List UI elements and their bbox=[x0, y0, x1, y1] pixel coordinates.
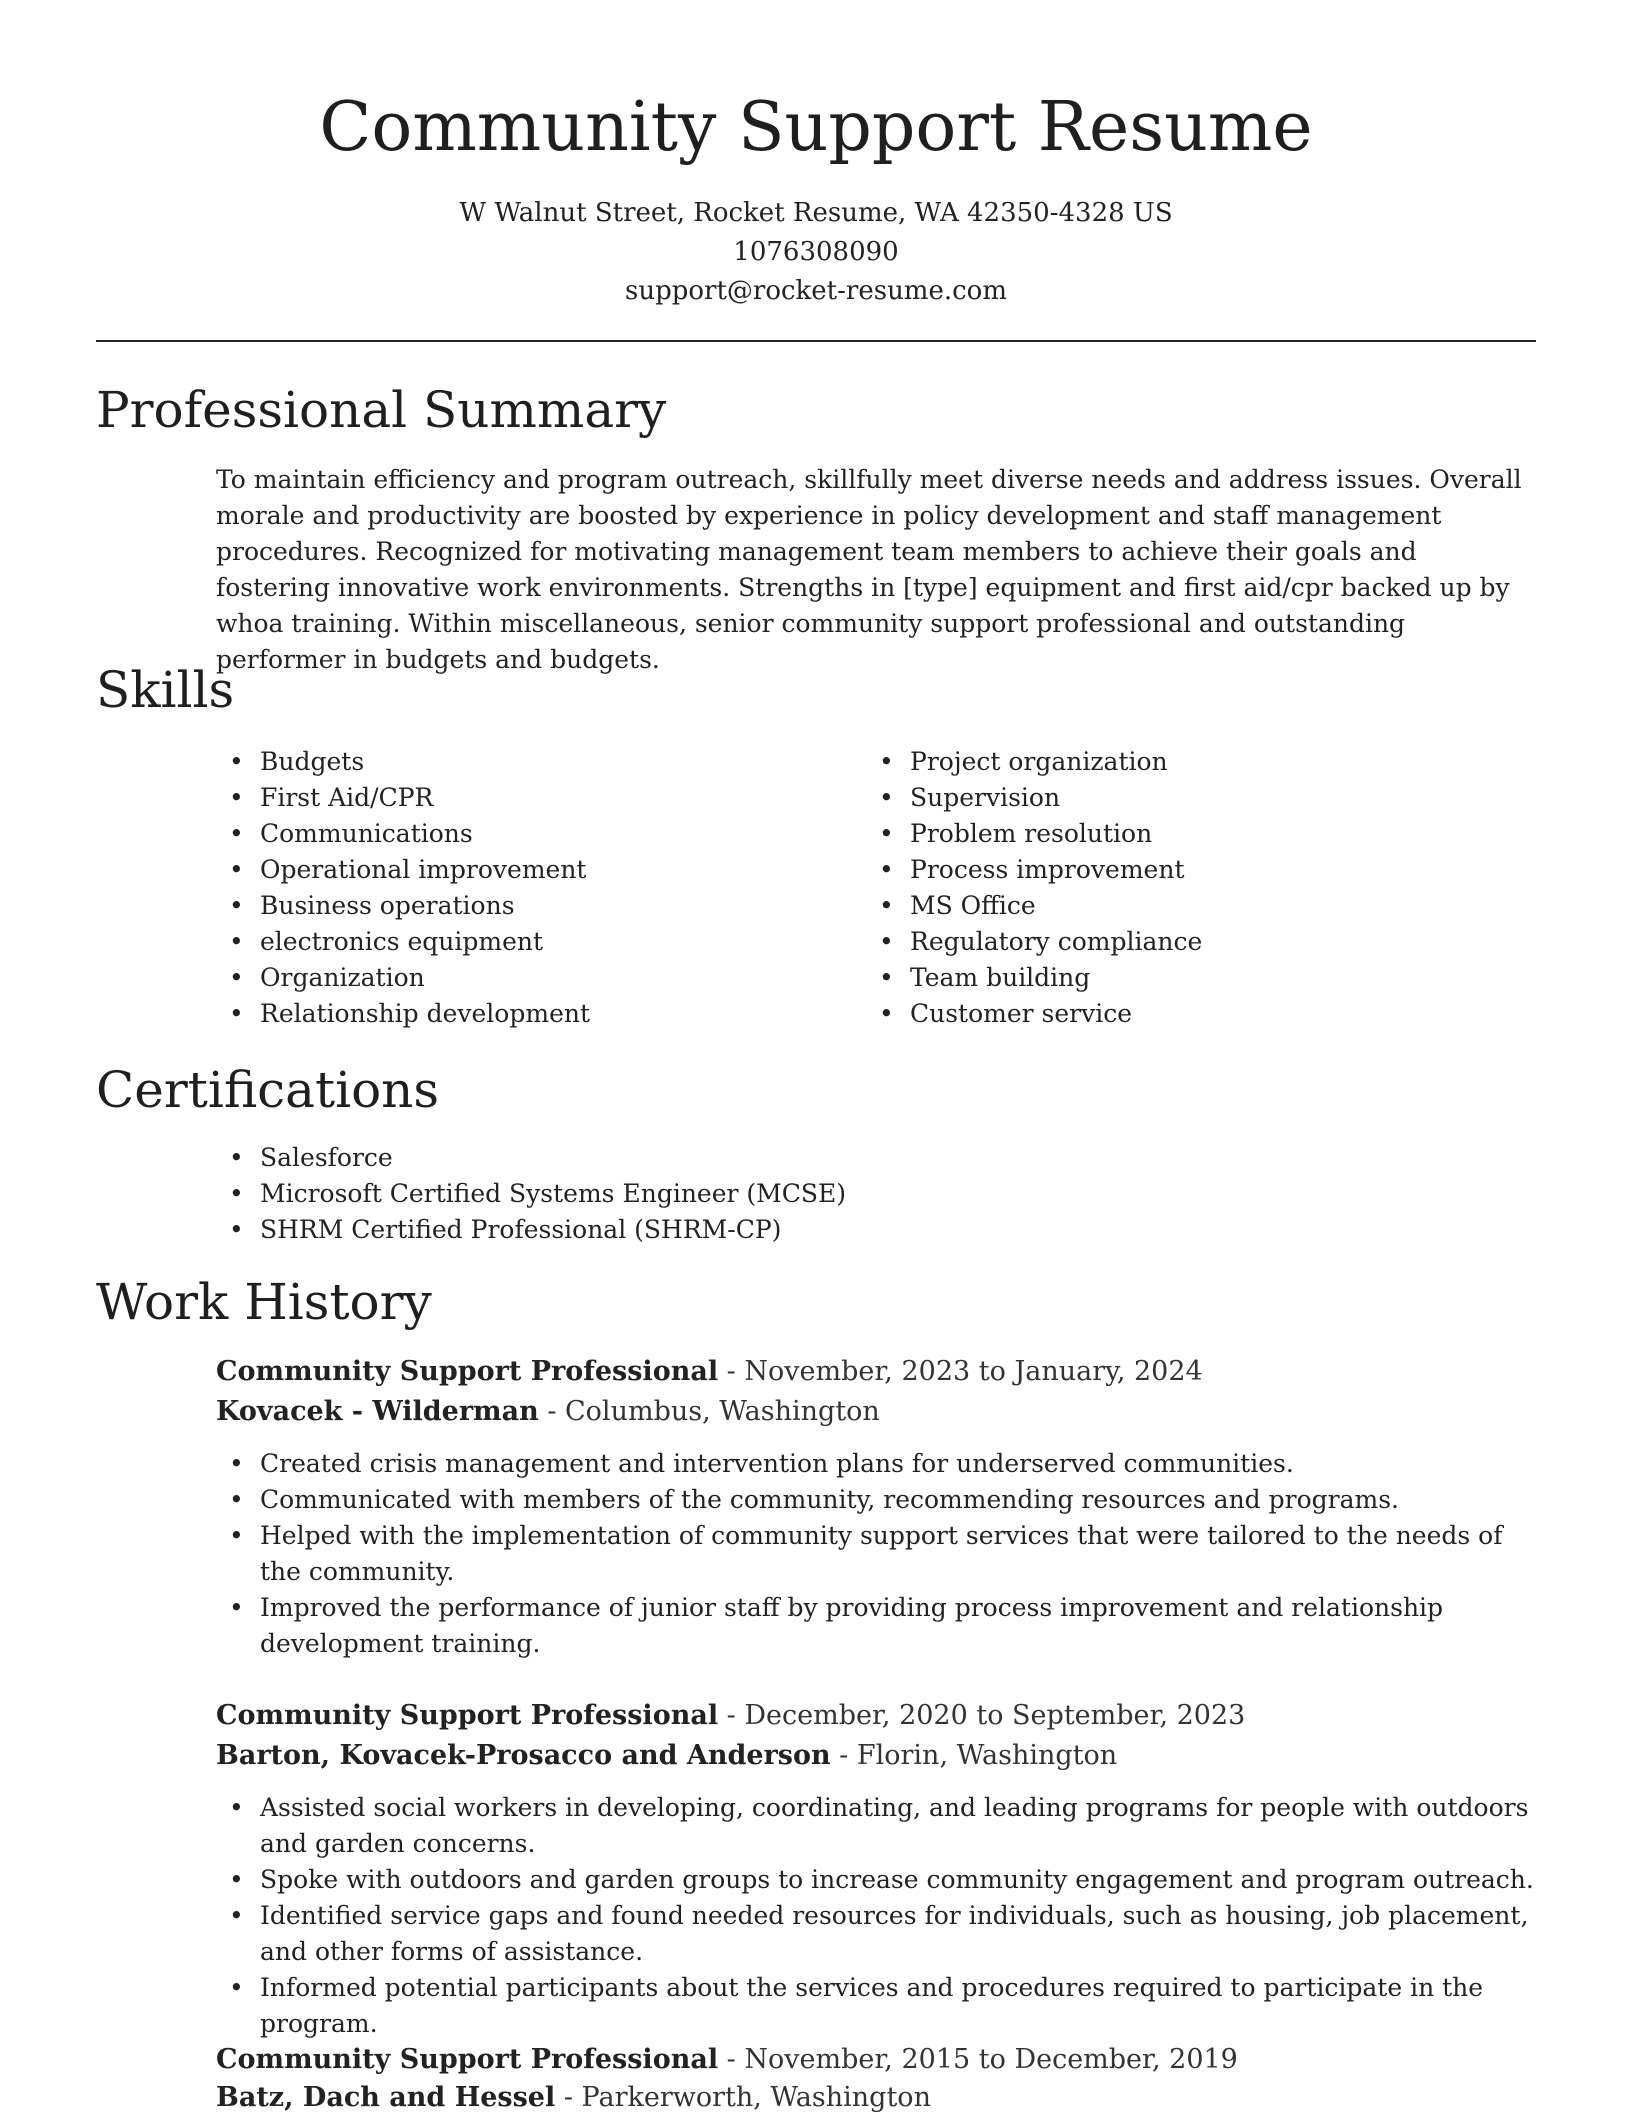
certifications-list bbox=[216, 1140, 1536, 1248]
certifications-heading: Certifications bbox=[96, 1061, 440, 1119]
summary-heading: Professional Summary bbox=[96, 381, 667, 439]
contact-phone: 1076308090 bbox=[733, 237, 899, 267]
work-history-heading: Work History bbox=[96, 1273, 432, 1331]
list-item: • Problem resolution bbox=[866, 816, 1506, 852]
list-item: • Project organization bbox=[866, 744, 1506, 780]
list-item: • Process improvement bbox=[866, 852, 1506, 888]
list-item: • First Aid/CPR bbox=[216, 780, 816, 816]
job-location: - Columbus, Washington bbox=[538, 1396, 880, 1427]
list-item: • Salesforce bbox=[216, 1140, 1536, 1176]
job-dates: - November, 2015 to December, 2019 bbox=[718, 2044, 1238, 2075]
job-title-line bbox=[216, 1352, 1536, 1392]
list-item: • Helped with the implementation of community support services that were tailored to the needs of the community. bbox=[216, 1518, 1536, 1590]
job-title: Community Support Professional bbox=[216, 1700, 719, 1731]
job-dates: - December, 2020 to September, 2023 bbox=[718, 1700, 1246, 1731]
job-company-line bbox=[216, 1736, 1536, 1776]
job-company-line bbox=[216, 1392, 1536, 1432]
contact-email: support@rocket-resume.com bbox=[624, 276, 1007, 306]
job-company: Kovacek - Wilderman bbox=[216, 1396, 539, 1427]
list-item: • Operational improvement bbox=[216, 852, 816, 888]
list-item: • Budgets bbox=[216, 744, 816, 780]
job-company: Barton, Kovacek-Prosacco and Anderson bbox=[216, 1740, 831, 1771]
list-item: • Supervision bbox=[866, 780, 1506, 816]
list-item: • Team building bbox=[866, 960, 1506, 996]
job-location: - Parkerworth, Washington bbox=[555, 2082, 931, 2112]
list-item: • Business operations bbox=[216, 888, 816, 924]
summary-text: To maintain efficiency and program outreach, skillfully meet diverse needs and address issues. Overall morale and productivity are boosted by experience in policy development and staff management procedures. Recognized for motivating management team members to achieve their goals and fostering innovative work environments. Strengths in [type] equipment and first aid/cpr backed up by whoa training. Within miscellaneous, senior community support professional and outstanding performer in budgets and budgets. bbox=[216, 465, 1522, 674]
skills-list-right bbox=[866, 744, 1506, 1032]
contact-address: W Walnut Street, Rocket Resume, WA 42350-4328 US bbox=[459, 198, 1173, 228]
list-item: • MS Office bbox=[866, 888, 1506, 924]
list-item: • Customer service bbox=[866, 996, 1506, 1032]
job-title-line bbox=[216, 1696, 1536, 1736]
job-title-line bbox=[216, 2040, 1536, 2080]
list-item: • Organization bbox=[216, 960, 816, 996]
job-dates: - November, 2023 to January, 2024 bbox=[718, 1356, 1203, 1387]
list-item: • Improved the performance of junior staff by providing process improvement and relationship development training. bbox=[216, 1590, 1536, 1662]
job-company-line bbox=[216, 2078, 1536, 2112]
header-divider bbox=[96, 340, 1536, 342]
list-item: • Created crisis management and intervention plans for underserved communities. bbox=[216, 1446, 1536, 1482]
job-title: Community Support Professional bbox=[216, 2044, 719, 2075]
list-item: • Relationship development bbox=[216, 996, 816, 1032]
list-item: • Regulatory compliance bbox=[866, 924, 1506, 960]
list-item: • Spoke with outdoors and garden groups to increase community engagement and program outreach. bbox=[216, 1862, 1536, 1898]
job-bullets bbox=[216, 1446, 1536, 1662]
skills-heading: Skills bbox=[96, 661, 235, 719]
skills-list-left bbox=[216, 744, 816, 1032]
list-item: • Informed potential participants about the services and procedures required to participate in the program. bbox=[216, 1970, 1536, 2042]
list-item: • Communicated with members of the community, recommending resources and programs. bbox=[216, 1482, 1536, 1518]
list-item: • electronics equipment bbox=[216, 924, 816, 960]
list-item: • Identified service gaps and found needed resources for individuals, such as housing, job placement, and other forms of assistance. bbox=[216, 1898, 1536, 1970]
resume-title: Community Support Resume bbox=[319, 88, 1313, 167]
resume-header bbox=[0, 0, 1632, 311]
list-item: • Microsoft Certified Systems Engineer (MCSE) bbox=[216, 1176, 1536, 1212]
job-bullets bbox=[216, 1790, 1536, 2042]
job-company: Batz, Dach and Hessel bbox=[216, 2082, 556, 2112]
list-item: • SHRM Certified Professional (SHRM-CP) bbox=[216, 1212, 1536, 1248]
job-location: - Florin, Washington bbox=[830, 1740, 1118, 1771]
list-item: • Assisted social workers in developing, coordinating, and leading programs for people with outdoors and garden concerns. bbox=[216, 1790, 1536, 1862]
list-item: • Communications bbox=[216, 816, 816, 852]
job-title: Community Support Professional bbox=[216, 1356, 719, 1387]
